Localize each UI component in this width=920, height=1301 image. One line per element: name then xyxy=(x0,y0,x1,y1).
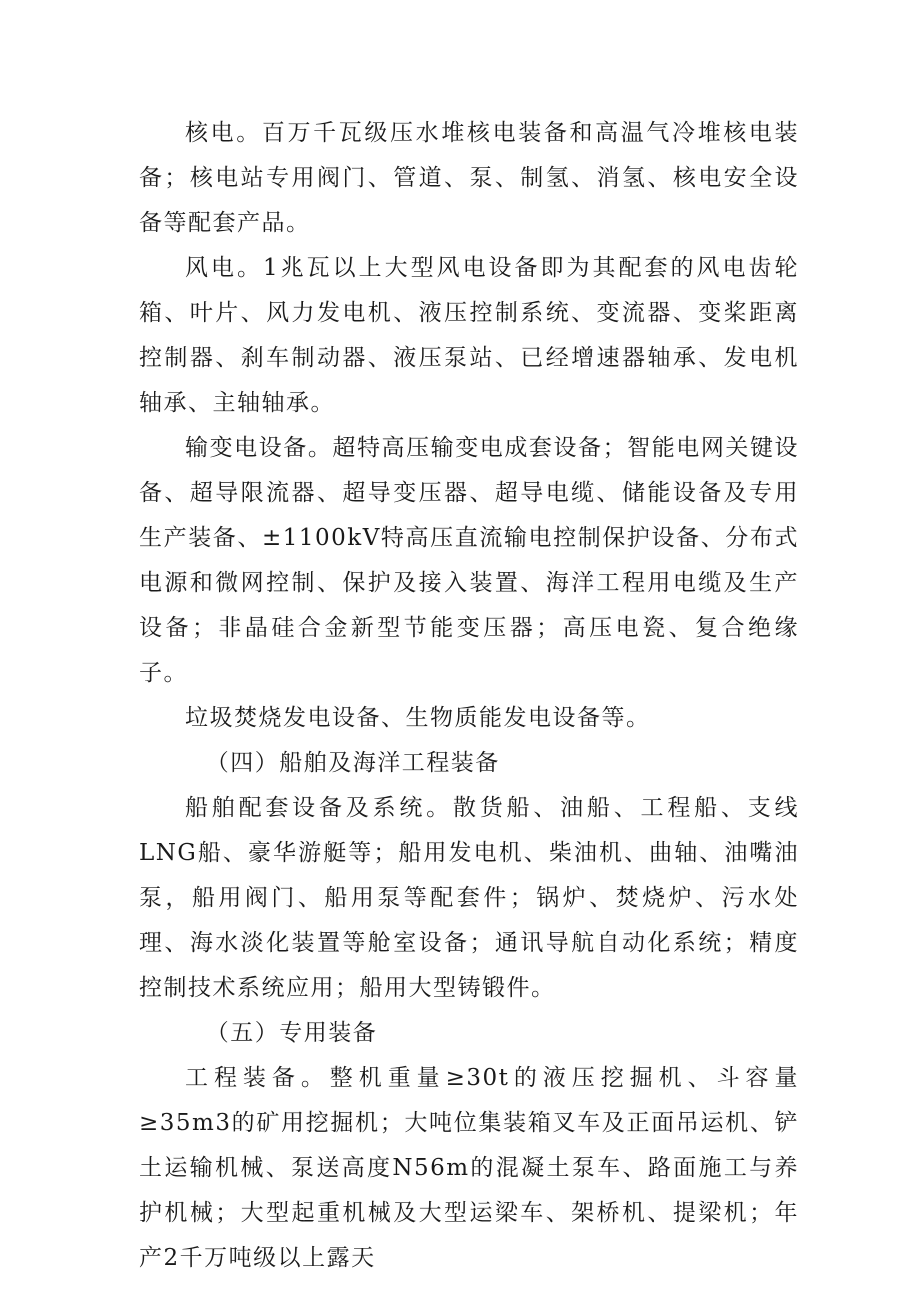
paragraph-waste-biomass: 垃圾焚烧发电设备、生物质能发电设备等。 xyxy=(185,705,651,731)
paragraph-engineering-equipment: 工程装备。整机重量≥30t的液压挖掘机、斗容量≥35m3的矿用挖掘机；大吨位集装箱叉车及正面吊运机、铲土运输机械、泵送高度N56m的混凝土泵车、路面施工与养护机械；大型起重机械及大型运梁车、架桥机、提梁机；年产2千万吨级以上露天 xyxy=(139,1065,799,1271)
paragraph-wind-power: 风电。1兆瓦以上大型风电设备即为其配套的风电齿轮箱、叶片、风力发电机、液压控制系统、变流器、变桨距离控制器、刹车制动器、液压泵站、已经增速器轴承、发电机轴承、主轴轴承。 xyxy=(139,255,799,416)
paragraph-ship-equipment: 船舶配套设备及系统。散货船、油船、工程船、支线LNG船、豪华游艇等；船用发电机、柴油机、曲轴、油嘴油泵，船用阀门、船用泵等配套件；锅炉、焚烧炉、污水处理、海水淡化装置等舱室设备；通讯导航自动化系统；精度控制技术系统应用；船用大型铸锻件。 xyxy=(139,795,799,1001)
section-heading-special-equipment: （五）专用装备 xyxy=(205,1020,378,1046)
paragraph-nuclear-power: 核电。百万千瓦级压水堆核电装备和高温气冷堆核电装备；核电站专用阀门、管道、泵、制氢、消氢、核电安全设备等配套产品。 xyxy=(139,120,799,236)
document-body xyxy=(139,111,799,1281)
paragraph-power-transmission: 输变电设备。超特高压输变电成套设备；智能电网关键设备、超导限流器、超导变压器、超导电缆、储能设备及专用生产装备、±1100kV特高压直流输电控制保护设备、分布式电源和微网控制、保护及接入装置、海洋工程用电缆及生产设备；非晶硅合金新型节能变压器；高压电瓷、复合绝缘子。 xyxy=(139,435,799,686)
section-heading-ships: （四）船舶及海洋工程装备 xyxy=(205,750,500,776)
